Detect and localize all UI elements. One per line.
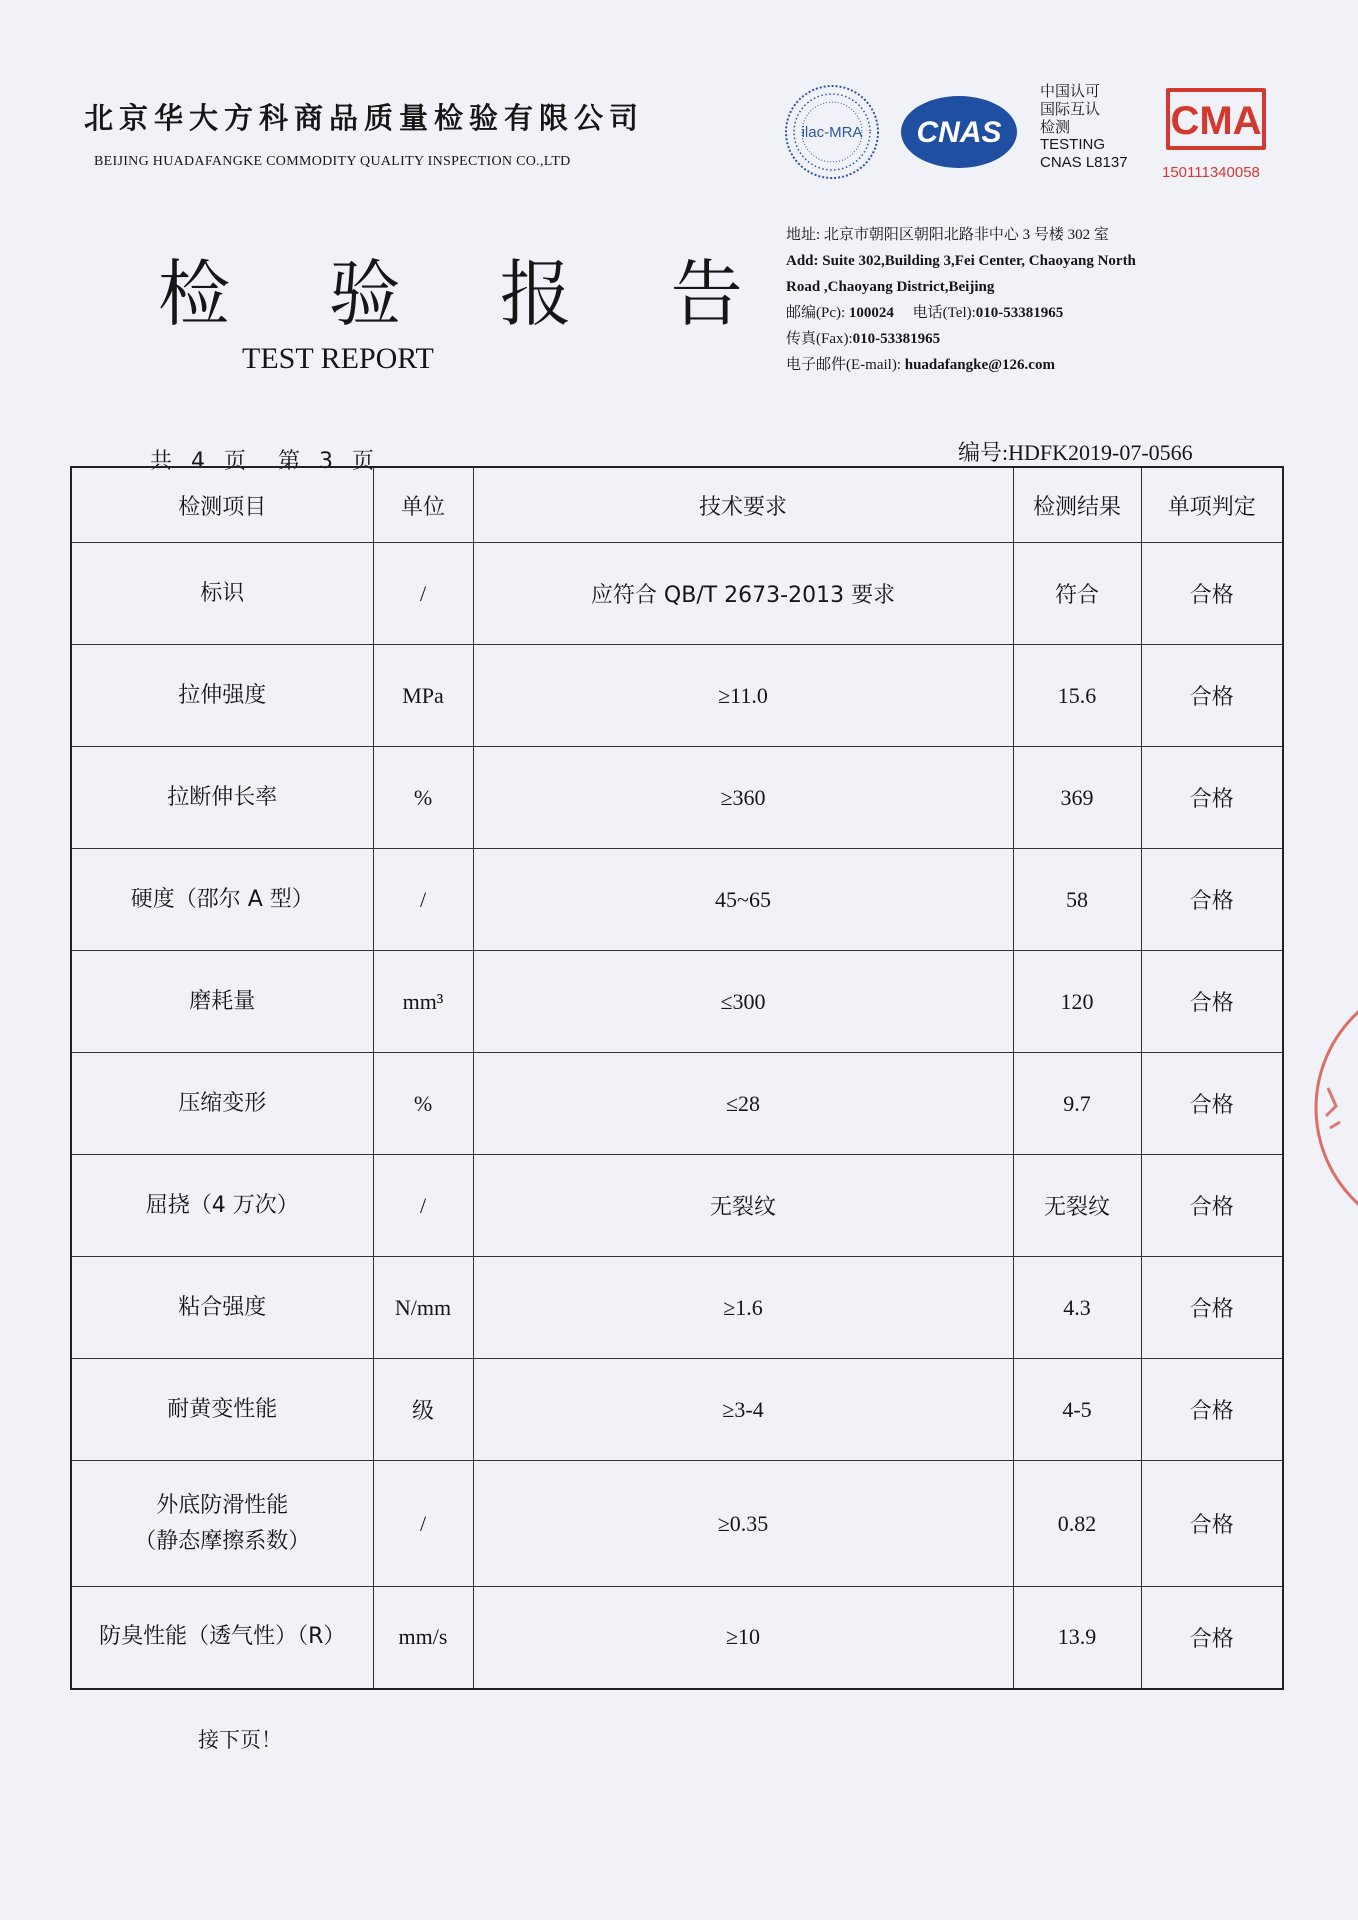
- table-row: [71, 645, 1283, 747]
- cell-result: 4.3: [1013, 1257, 1141, 1359]
- table-row: [71, 951, 1283, 1053]
- cell-result: 符合: [1013, 543, 1141, 645]
- test-results-table: [70, 466, 1284, 1690]
- red-seal-stamp: [1306, 978, 1358, 1238]
- cell-unit: 级: [373, 1359, 473, 1461]
- cell-item: 标识: [71, 543, 373, 645]
- cell-requirement: ≥1.6: [473, 1257, 1013, 1359]
- cell-unit: %: [373, 1053, 473, 1155]
- cell-requirement: ≥0.35: [473, 1461, 1013, 1587]
- cma-number: 150111340058: [1162, 164, 1260, 181]
- cell-item: 压缩变形: [71, 1053, 373, 1155]
- serial-label: 编号:: [958, 440, 1009, 465]
- postcode: 100024: [848, 305, 894, 321]
- cell-requirement: ≥3-4: [473, 1359, 1013, 1461]
- cma-logo-text: CMA: [1170, 99, 1262, 143]
- cell-result: 369: [1013, 747, 1141, 849]
- table-header-row: [71, 467, 1283, 543]
- cell-unit: /: [373, 1155, 473, 1257]
- col-header-verdict: 单项判定: [1141, 467, 1283, 543]
- cell-result: 58: [1013, 849, 1141, 951]
- ilac-logo-text: ilac-MRA: [801, 124, 863, 141]
- cell-result: 13.9: [1013, 1587, 1141, 1689]
- accreditation-line: 国际互认: [1040, 100, 1101, 118]
- cell-unit: /: [373, 849, 473, 951]
- cnas-logo: [898, 92, 1020, 172]
- cell-requirement: ≥10: [473, 1587, 1013, 1689]
- email-label: 电子邮件(E-mail):: [786, 357, 901, 373]
- cell-unit: MPa: [373, 645, 473, 747]
- company-name-en: BEIJING HUADAFANGKE COMMODITY QUALITY INSPECTION CO.,LTD: [94, 154, 571, 169]
- continue-note: 接下页！: [198, 1728, 282, 1752]
- cell-verdict: 合格: [1141, 645, 1283, 747]
- email: huadafangke@126.com: [904, 357, 1055, 373]
- cell-item: [71, 1461, 373, 1587]
- table-row: [71, 1053, 1283, 1155]
- report-title-cn: 检 验 报 告: [158, 252, 781, 336]
- table-row: [71, 1155, 1283, 1257]
- cell-result: 120: [1013, 951, 1141, 1053]
- cell-requirement: 45~65: [473, 849, 1013, 951]
- table-row: [71, 543, 1283, 645]
- cell-item-line2: （静态摩擦系数）: [134, 1528, 311, 1554]
- cell-verdict: 合格: [1141, 849, 1283, 951]
- col-header-result: 检测结果: [1013, 467, 1141, 543]
- cell-result: 0.82: [1013, 1461, 1141, 1587]
- address-block: [786, 222, 1136, 378]
- cell-item: 屈挠（4 万次）: [71, 1155, 373, 1257]
- cell-item: 拉伸强度: [71, 645, 373, 747]
- col-header-item: 检测项目: [71, 467, 373, 543]
- cell-unit: /: [373, 1461, 473, 1587]
- table-row: [71, 1587, 1283, 1689]
- cell-result: 无裂纹: [1013, 1155, 1141, 1257]
- serial-number: HDFK2019-07-0566: [1008, 440, 1193, 465]
- cell-requirement: 应符合 QB/T 2673-2013 要求: [473, 543, 1013, 645]
- cell-item: 粘合强度: [71, 1257, 373, 1359]
- accreditation-line: 中国认可: [1040, 82, 1101, 100]
- page-count: 共 4 页 第 3 页: [150, 449, 381, 474]
- report-title-en: TEST REPORT: [242, 342, 434, 375]
- cell-verdict: 合格: [1141, 1155, 1283, 1257]
- accreditation-line: 检测: [1040, 118, 1071, 136]
- cell-verdict: 合格: [1141, 1461, 1283, 1587]
- cell-result: 9.7: [1013, 1053, 1141, 1155]
- postcode-label: 邮编(Pc):: [786, 305, 846, 321]
- cell-requirement: ≤28: [473, 1053, 1013, 1155]
- cell-unit: /: [373, 543, 473, 645]
- cell-item: 磨耗量: [71, 951, 373, 1053]
- table-row: [71, 849, 1283, 951]
- report-serial: [958, 436, 1193, 467]
- cma-logo: [1160, 84, 1272, 154]
- table-row: [71, 1257, 1283, 1359]
- cell-item: 拉断伸长率: [71, 747, 373, 849]
- fax: 010-53381965: [852, 331, 941, 347]
- company-name-cn: 北京华大方科商品质量检验有限公司: [84, 101, 645, 135]
- cell-unit: N/mm: [373, 1257, 473, 1359]
- address-en-label: Add:: [786, 253, 819, 269]
- cell-item: 硬度（邵尔 A 型）: [71, 849, 373, 951]
- cell-unit: mm³: [373, 951, 473, 1053]
- cell-verdict: 合格: [1141, 951, 1283, 1053]
- cell-verdict: 合格: [1141, 543, 1283, 645]
- cell-verdict: 合格: [1141, 1257, 1283, 1359]
- cnas-logo-text: CNAS: [916, 116, 1002, 149]
- col-header-unit: 单位: [373, 467, 473, 543]
- cell-item: 耐黄变性能: [71, 1359, 373, 1461]
- fax-label: 传真(Fax):: [786, 331, 853, 347]
- cell-verdict: 合格: [1141, 1359, 1283, 1461]
- cell-requirement: ≥11.0: [473, 645, 1013, 747]
- tel-label: 电话(Tel):: [912, 305, 976, 321]
- cell-result: 4-5: [1013, 1359, 1141, 1461]
- address-en-line1: Suite 302,Building 3,Fei Center, Chaoyang North: [822, 253, 1136, 269]
- cell-verdict: 合格: [1141, 747, 1283, 849]
- cell-unit: mm/s: [373, 1587, 473, 1689]
- cell-verdict: 合格: [1141, 1587, 1283, 1689]
- cell-verdict: 合格: [1141, 1053, 1283, 1155]
- cell-requirement: 无裂纹: [473, 1155, 1013, 1257]
- accreditation-text: [1040, 82, 1128, 172]
- address-en-line2: Road ,Chaoyang District,Beijing: [786, 279, 995, 295]
- table-row: [71, 1359, 1283, 1461]
- cell-unit: %: [373, 747, 473, 849]
- table-row: [71, 1461, 1283, 1587]
- cell-result: 15.6: [1013, 645, 1141, 747]
- cell-requirement: ≤300: [473, 951, 1013, 1053]
- accreditation-line: CNAS L8137: [1040, 154, 1128, 171]
- cell-item-line1: 外底防滑性能: [156, 1492, 289, 1518]
- col-header-requirement: 技术要求: [473, 467, 1013, 543]
- address-cn: 北京市朝阳区朝阳北路非中心 3 号楼 302 室: [823, 227, 1109, 243]
- cell-requirement: ≥360: [473, 747, 1013, 849]
- ilac-mra-logo: [782, 82, 882, 182]
- tel: 010-53381965: [975, 305, 1064, 321]
- address-cn-label: 地址:: [786, 227, 821, 243]
- accreditation-line: TESTING: [1040, 136, 1106, 153]
- table-row: [71, 747, 1283, 849]
- cell-item: 防臭性能（透气性）（R）: [71, 1587, 373, 1689]
